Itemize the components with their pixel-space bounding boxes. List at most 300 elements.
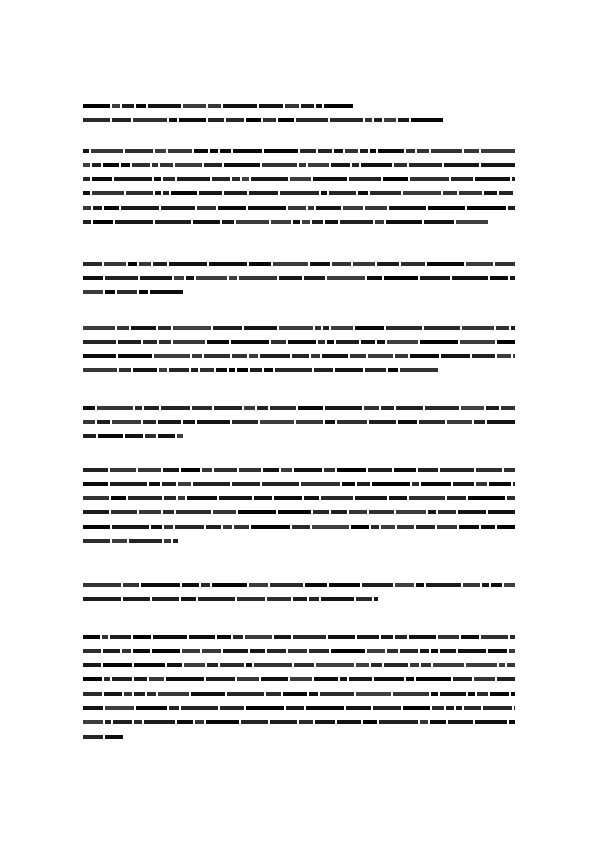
text-fragment	[368, 354, 393, 358]
text-fragment	[184, 663, 205, 667]
text-fragment	[302, 220, 310, 224]
text-fragment	[199, 191, 222, 195]
text-fragment	[388, 368, 398, 372]
text-fragment	[424, 326, 460, 330]
text-fragment	[145, 434, 156, 438]
text-fragment	[136, 104, 146, 108]
text-fragment	[162, 482, 176, 486]
text-fragment	[263, 468, 279, 472]
text-fragment	[374, 677, 404, 681]
text-fragment	[468, 496, 505, 500]
text-fragment	[384, 663, 408, 667]
text-fragment	[286, 706, 304, 710]
text-fragment	[314, 368, 333, 372]
text-fragment	[490, 276, 508, 280]
text-fragment	[153, 262, 167, 266]
text-fragment	[504, 583, 515, 587]
text-fragment	[121, 163, 130, 167]
text-fragment	[481, 525, 495, 529]
text-fragment	[365, 206, 387, 210]
text-fragment	[206, 525, 221, 529]
text-line	[83, 419, 515, 424]
text-fragment	[233, 635, 243, 639]
text-fragment	[91, 149, 123, 153]
text-fragment	[365, 368, 386, 372]
text-fragment	[110, 482, 147, 486]
text-fragment	[249, 583, 268, 587]
text-fragment	[367, 276, 382, 280]
text-fragment	[153, 635, 187, 639]
text-fragment	[294, 663, 314, 667]
text-fragment	[93, 206, 102, 210]
text-fragment	[288, 340, 316, 344]
text-fragment	[337, 420, 367, 424]
text-fragment	[261, 677, 288, 681]
text-fragment	[128, 262, 137, 266]
text-fragment	[271, 220, 291, 224]
text-fragment	[204, 163, 222, 167]
text-fragment	[83, 677, 102, 681]
text-fragment	[83, 692, 102, 696]
text-fragment	[151, 525, 162, 529]
text-fragment	[474, 677, 495, 681]
text-fragment	[152, 163, 158, 167]
text-fragment	[175, 163, 202, 167]
text-fragment	[139, 262, 151, 266]
text-fragment	[377, 340, 385, 344]
text-fragment	[425, 406, 459, 410]
text-fragment	[83, 276, 103, 280]
text-fragment	[144, 720, 175, 724]
text-fragment	[129, 539, 162, 543]
text-fragment	[193, 482, 230, 486]
text-fragment	[389, 206, 426, 210]
text-fragment	[314, 677, 338, 681]
text-fragment	[328, 635, 355, 639]
text-line	[83, 339, 515, 344]
text-fragment	[204, 354, 230, 358]
text-fragment	[245, 635, 272, 639]
text-fragment	[322, 354, 348, 358]
text-fragment	[275, 368, 312, 372]
text-fragment	[83, 496, 109, 500]
text-fragment	[433, 663, 464, 667]
text-fragment	[400, 368, 438, 372]
text-fragment	[149, 677, 164, 681]
text-fragment	[453, 482, 474, 486]
text-fragment	[381, 406, 394, 410]
text-fragment	[466, 663, 497, 667]
text-fragment	[182, 649, 200, 653]
text-fragment	[207, 663, 218, 667]
text-fragment	[195, 720, 204, 724]
text-fragment	[334, 149, 343, 153]
text-fragment	[176, 510, 211, 514]
text-fragment	[403, 706, 430, 710]
text-fragment	[316, 206, 341, 210]
text-fragment	[249, 191, 278, 195]
text-fragment	[166, 677, 204, 681]
text-fragment	[513, 482, 515, 486]
text-line	[83, 596, 378, 601]
text-fragment	[110, 468, 136, 472]
text-fragment	[181, 597, 196, 601]
text-fragment	[411, 118, 443, 122]
text-fragment	[83, 525, 110, 529]
text-fragment	[134, 720, 142, 724]
text-fragment	[431, 149, 462, 153]
text-fragment	[202, 468, 212, 472]
text-fragment	[196, 276, 227, 280]
text-fragment	[384, 276, 418, 280]
text-fragment	[105, 290, 115, 294]
text-fragment	[139, 290, 148, 294]
text-fragment	[461, 406, 484, 410]
text-fragment	[105, 720, 111, 724]
text-fragment	[293, 220, 300, 224]
text-fragment	[246, 118, 261, 122]
text-fragment	[300, 149, 316, 153]
text-line	[83, 677, 515, 682]
text-fragment	[231, 340, 269, 344]
text-fragment	[237, 597, 265, 601]
text-fragment	[355, 496, 387, 500]
text-fragment	[361, 340, 375, 344]
text-fragment	[496, 326, 509, 330]
text-fragment	[83, 406, 95, 410]
text-line	[83, 368, 438, 373]
text-fragment	[206, 720, 239, 724]
text-fragment	[309, 692, 318, 696]
text-fragment	[514, 706, 515, 710]
text-fragment	[324, 104, 353, 108]
text-fragment	[474, 420, 485, 424]
text-fragment	[362, 583, 393, 587]
text-fragment	[475, 720, 507, 724]
text-fragment	[384, 118, 396, 122]
text-fragment	[325, 420, 335, 424]
text-fragment	[133, 635, 151, 639]
text-fragment	[488, 510, 515, 514]
text-fragment	[458, 510, 486, 514]
text-line	[83, 524, 515, 529]
text-fragment	[83, 482, 108, 486]
text-fragment	[104, 262, 126, 266]
text-fragment	[410, 177, 449, 181]
text-fragment	[242, 177, 249, 181]
text-fragment	[462, 326, 494, 330]
text-fragment	[236, 220, 269, 224]
text-fragment	[409, 163, 442, 167]
text-fragment	[419, 420, 445, 424]
text-fragment	[371, 663, 382, 667]
text-fragment	[111, 510, 137, 514]
text-fragment	[364, 406, 379, 410]
text-fragment	[278, 118, 294, 122]
text-fragment	[420, 720, 428, 724]
text-fragment	[356, 692, 391, 696]
text-fragment	[201, 583, 210, 587]
text-fragment	[483, 706, 512, 710]
text-fragment	[83, 177, 90, 181]
text-fragment	[181, 706, 218, 710]
text-fragment	[331, 649, 365, 653]
text-fragment	[183, 104, 206, 108]
text-fragment	[115, 220, 153, 224]
text-fragment	[345, 149, 358, 153]
text-fragment	[266, 692, 281, 696]
text-fragment	[133, 118, 167, 122]
text-fragment	[229, 368, 235, 372]
text-fragment	[270, 583, 303, 587]
text-fragment	[373, 706, 401, 710]
text-fragment	[430, 720, 446, 724]
text-fragment	[160, 163, 173, 167]
text-fragment	[169, 118, 177, 122]
text-fragment	[220, 663, 244, 667]
text-fragment	[336, 340, 359, 344]
text-fragment	[83, 163, 90, 167]
text-fragment	[370, 191, 401, 195]
text-fragment	[164, 525, 173, 529]
text-fragment	[161, 206, 195, 210]
text-fragment	[119, 368, 131, 372]
text-fragment	[396, 510, 426, 514]
text-fragment	[507, 663, 515, 667]
text-fragment	[290, 177, 311, 181]
text-fragment	[340, 220, 373, 224]
text-fragment	[112, 539, 127, 543]
text-fragment	[271, 340, 286, 344]
text-fragment	[329, 583, 360, 587]
text-fragment	[468, 692, 475, 696]
text-fragment	[499, 191, 513, 195]
text-fragment	[296, 118, 328, 122]
text-fragment	[369, 510, 394, 514]
text-fragment	[386, 326, 422, 330]
text-fragment	[92, 163, 101, 167]
text-fragment	[161, 406, 190, 410]
text-fragment	[459, 525, 479, 529]
text-fragment	[183, 420, 195, 424]
text-fragment	[267, 649, 286, 653]
text-fragment	[126, 191, 153, 195]
text-line	[83, 191, 513, 196]
text-fragment	[509, 649, 515, 653]
text-fragment	[262, 163, 297, 167]
text-fragment	[105, 735, 123, 739]
text-fragment	[150, 290, 183, 294]
text-line	[83, 648, 515, 653]
text-line	[83, 691, 515, 696]
text-fragment	[440, 692, 466, 696]
text-fragment	[212, 177, 230, 181]
text-fragment	[178, 496, 185, 500]
text-fragment	[278, 510, 311, 514]
text-fragment	[475, 177, 510, 181]
text-fragment	[140, 276, 172, 280]
text-fragment	[321, 191, 327, 195]
text-fragment	[306, 706, 344, 710]
text-fragment	[409, 635, 436, 639]
text-fragment	[340, 677, 347, 681]
text-fragment	[112, 420, 141, 424]
text-fragment	[111, 496, 126, 500]
text-fragment	[508, 206, 515, 210]
text-fragment	[495, 262, 515, 266]
text-fragment	[182, 583, 199, 587]
text-fragment	[254, 663, 292, 667]
text-fragment	[292, 354, 309, 358]
text-fragment	[361, 163, 392, 167]
text-fragment	[83, 262, 102, 266]
text-fragment	[202, 649, 221, 653]
text-fragment	[270, 720, 297, 724]
text-fragment	[244, 406, 255, 410]
text-fragment	[251, 525, 290, 529]
text-fragment	[128, 496, 162, 500]
text-fragment	[447, 420, 472, 424]
text-line	[83, 261, 515, 266]
text-fragment	[97, 420, 110, 424]
text-fragment	[133, 649, 150, 653]
text-fragment	[507, 496, 515, 500]
text-fragment	[192, 354, 202, 358]
text-fragment	[463, 583, 480, 587]
text-line	[83, 148, 515, 153]
text-fragment	[440, 468, 474, 472]
text-fragment	[456, 706, 462, 710]
text-fragment	[134, 663, 165, 667]
text-fragment	[206, 677, 235, 681]
text-fragment	[309, 597, 319, 601]
text-fragment	[459, 191, 482, 195]
text-fragment	[148, 104, 181, 108]
text-fragment	[447, 496, 466, 500]
text-fragment	[349, 177, 381, 181]
text-fragment	[298, 406, 323, 410]
text-fragment	[438, 635, 459, 639]
text-fragment	[212, 583, 247, 587]
text-fragment	[464, 706, 481, 710]
text-line	[83, 582, 515, 587]
text-fragment	[443, 191, 457, 195]
text-fragment	[371, 525, 379, 529]
text-fragment	[233, 149, 262, 153]
text-fragment	[288, 206, 306, 210]
text-fragment	[104, 206, 119, 210]
text-fragment	[321, 597, 354, 601]
text-fragment	[476, 482, 487, 486]
text-fragment	[497, 340, 515, 344]
text-fragment	[208, 104, 221, 108]
text-fragment	[288, 649, 307, 653]
text-fragment	[285, 104, 299, 108]
text-fragment	[312, 220, 323, 224]
text-fragment	[264, 368, 273, 372]
text-fragment	[83, 290, 103, 294]
text-fragment	[426, 583, 461, 587]
text-fragment	[312, 525, 349, 529]
text-fragment	[293, 635, 326, 639]
text-fragment	[223, 525, 232, 529]
text-fragment	[374, 118, 382, 122]
text-fragment	[381, 635, 393, 639]
text-fragment	[164, 496, 176, 500]
text-fragment	[83, 354, 116, 358]
text-fragment	[308, 163, 329, 167]
text-fragment	[490, 692, 509, 696]
text-fragment	[315, 326, 321, 330]
text-fragment	[177, 177, 210, 181]
text-fragment	[83, 663, 101, 667]
text-fragment	[250, 368, 262, 372]
text-fragment	[209, 262, 247, 266]
text-fragment	[375, 220, 384, 224]
text-fragment	[143, 420, 156, 424]
text-fragment	[420, 340, 458, 344]
text-fragment	[448, 720, 473, 724]
text-fragment	[193, 220, 220, 224]
text-fragment	[229, 276, 237, 280]
text-fragment	[158, 420, 181, 424]
text-fragment	[173, 539, 178, 543]
text-fragment	[191, 692, 225, 696]
text-line	[83, 325, 515, 330]
text-fragment	[329, 191, 356, 195]
text-fragment	[232, 420, 258, 424]
text-fragment	[83, 118, 110, 122]
text-fragment	[313, 510, 329, 514]
text-fragment	[437, 525, 457, 529]
text-fragment	[179, 118, 206, 122]
text-fragment	[167, 663, 182, 667]
text-line	[83, 354, 515, 359]
text-fragment	[249, 354, 258, 358]
text-fragment	[481, 635, 508, 639]
text-fragment	[318, 340, 325, 344]
text-fragment	[318, 149, 332, 153]
text-fragment	[387, 649, 398, 653]
text-fragment	[210, 149, 218, 153]
text-line	[83, 434, 183, 439]
text-fragment	[155, 220, 191, 224]
text-fragment	[123, 583, 139, 587]
text-fragment	[251, 177, 288, 181]
text-fragment	[169, 368, 189, 372]
text-line	[83, 467, 515, 472]
text-fragment	[134, 677, 147, 681]
text-fragment	[467, 206, 506, 210]
text-line	[83, 103, 353, 108]
text-fragment	[144, 406, 159, 410]
text-fragment	[363, 720, 377, 724]
text-fragment	[293, 597, 307, 601]
text-fragment	[327, 276, 365, 280]
text-fragment	[237, 677, 259, 681]
text-fragment	[105, 706, 134, 710]
text-fragment	[134, 692, 145, 696]
text-fragment	[139, 510, 161, 514]
text-fragment	[232, 354, 247, 358]
text-fragment	[83, 368, 117, 372]
text-fragment	[186, 276, 194, 280]
text-fragment	[223, 104, 257, 108]
text-fragment	[424, 220, 454, 224]
text-fragment	[476, 468, 502, 472]
text-fragment	[220, 706, 244, 710]
text-line	[83, 663, 515, 668]
